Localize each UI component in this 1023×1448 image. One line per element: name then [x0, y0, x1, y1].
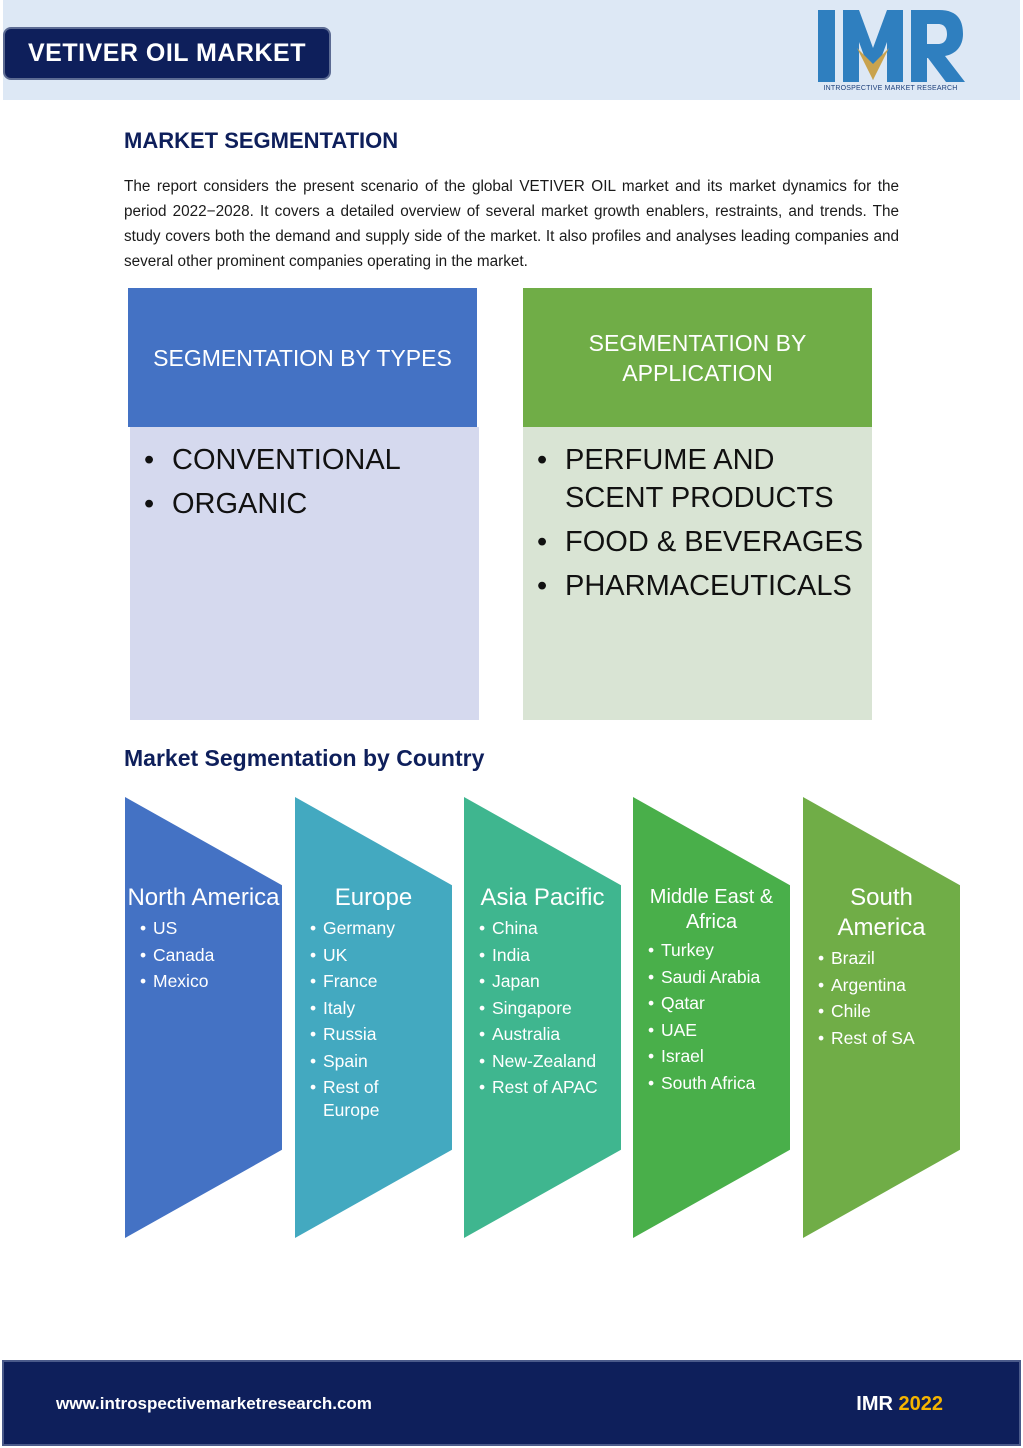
country-item: • Russia — [308, 1023, 452, 1046]
country-item: • Argentina — [816, 974, 960, 997]
country-segmentation-heading: Market Segmentation by Country — [124, 745, 485, 771]
region-country-list — [464, 917, 621, 1099]
country-item: • New-Zealand — [477, 1050, 621, 1073]
imr-logo-mark — [813, 8, 968, 86]
country-item: • China — [477, 917, 621, 940]
country-item: • France — [308, 970, 452, 993]
region-asia-pacific — [464, 797, 621, 1238]
country-item: • Australia — [477, 1023, 621, 1046]
country-item: • Canada — [138, 944, 282, 967]
country-item: • Italy — [308, 997, 452, 1020]
country-item: • Mexico — [138, 970, 282, 993]
country-item: • Rest of APAC — [477, 1076, 621, 1099]
types-item: • ORGANIC — [130, 485, 479, 523]
region-country-list — [633, 939, 790, 1095]
logo-tagline: INTROSPECTIVE MARKET RESEARCH — [823, 85, 958, 92]
country-item: • Spain — [308, 1050, 452, 1073]
country-item: • Rest of Europe — [308, 1076, 398, 1122]
country-item: • Germany — [308, 917, 452, 940]
country-item: • UK — [308, 944, 452, 967]
country-item: • Israel — [646, 1045, 790, 1068]
application-list — [523, 441, 872, 605]
region-south-america — [803, 797, 960, 1238]
region-title: North America — [127, 884, 280, 911]
region-country-list — [803, 947, 960, 1050]
region-middle-east-africa — [633, 797, 790, 1238]
chevron-shape — [125, 797, 282, 1238]
region-title: Europe — [334, 884, 413, 911]
country-item: • India — [477, 944, 621, 967]
types-list-box — [130, 427, 479, 720]
types-item: • CONVENTIONAL — [130, 441, 479, 479]
region-title: South America — [837, 884, 926, 941]
application-item: • FOOD & BEVERAGES — [523, 523, 872, 561]
region-title: Asia Pacific — [480, 884, 605, 911]
types-heading-box — [128, 288, 477, 427]
region-north-america — [125, 797, 282, 1238]
market-segmentation-heading: MARKET SEGMENTATION — [124, 128, 399, 153]
page-header — [3, 0, 1020, 100]
country-item: • Rest of SA — [816, 1027, 960, 1050]
footer-brand — [856, 1393, 943, 1416]
country-item: • Japan — [477, 970, 621, 993]
country-item: • Turkey — [646, 939, 790, 962]
application-item: • PHARMACEUTICALS — [523, 567, 872, 605]
country-item: • Brazil — [816, 947, 960, 970]
imr-logo — [813, 8, 968, 96]
region-country-list — [125, 917, 282, 993]
country-item: • Saudi Arabia — [646, 966, 790, 989]
report-title: VETIVER OIL MARKET — [27, 39, 306, 67]
application-item: • PERFUME AND SCENT PRODUCTS — [523, 441, 872, 517]
website-link[interactable]: www.introspectivemarketresearch.com — [56, 1394, 372, 1413]
country-item: • Qatar — [646, 992, 790, 1015]
country-item: • Chile — [816, 1000, 960, 1023]
report-title-badge — [3, 27, 331, 80]
region-title: Middle East & Africa — [649, 886, 774, 933]
region-europe — [295, 797, 452, 1238]
country-item: • South Africa — [646, 1072, 790, 1095]
types-list — [130, 441, 479, 523]
intro-paragraph: The report considers the present scenario of the global VETIVER OIL market and its market dynamics for the period 2022−2028. It covers a detailed overview of several market growth enablers, restraints, and trends. The study covers both the demand and supply side of the market. It also profiles and analyses leading companies and several other prominent companies operating in the market. — [124, 178, 899, 270]
country-item: • Singapore — [477, 997, 621, 1020]
application-heading-box — [523, 288, 872, 427]
region-country-list — [295, 917, 452, 1122]
footer-brand-name: IMR — [856, 1393, 893, 1415]
footer-year: 2022 — [898, 1393, 943, 1415]
country-item: • US — [138, 917, 282, 940]
page-footer — [2, 1360, 1021, 1446]
country-item: • UAE — [646, 1019, 790, 1042]
application-list-box — [523, 427, 872, 720]
types-heading: SEGMENTATION BY TYPES — [153, 344, 452, 371]
application-heading: SEGMENTATION BY APPLICATION — [588, 329, 807, 386]
